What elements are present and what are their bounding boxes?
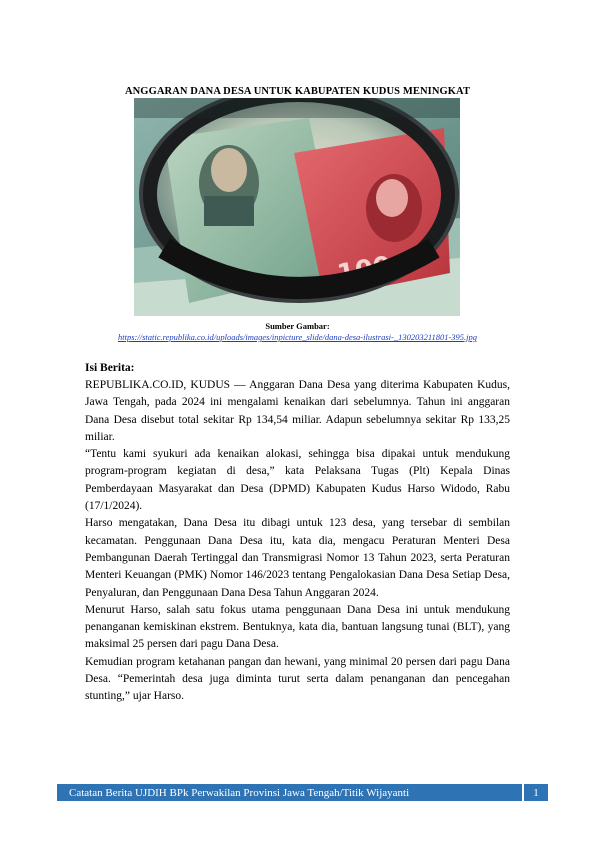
document-title: ANGGARAN DANA DESA UNTUK KABUPATEN KUDUS MENINGKAT xyxy=(124,86,471,97)
article-body xyxy=(85,377,510,706)
svg-text:100: 100 xyxy=(335,250,394,290)
image-caption-label: Sumber Gambar: xyxy=(265,321,330,331)
article-paragraph: “Tentu kami syukuri ada kenaikan alokasi, sehingga bisa dipakai untuk mendukung program-program kegiatan di desa,” kata Pelaksana Tugas (Plt) Kepala Dinas Pemberdayaan Masyarakat dan Desa (DPMD) Kabupaten Kudus Harso Widodo, Rabu (17/1/2024). xyxy=(85,448,510,513)
page-number: 1 xyxy=(533,786,539,799)
article-paragraph: Harso mengatakan, Dana Desa itu dibagi untuk 123 desa, yang tersebar di sembilan kecamatan. Penggunaan Dana Desa itu, kata dia, mengacu Peraturan Menteri Desa Pembangunan Daerah Tertinggal dan Transmigrasi Nomor 13 Tahun 2023, serta Peraturan Menteri Keuangan (PMK) Nomor 146/2023 tentang Pengalokasian Dana Desa Setiap Desa, Penyaluran, dan Penggunaan Dana Desa Tahun Anggaran 2024. xyxy=(85,517,510,599)
article-paragraph: Menurut Harso, salah satu fokus utama penggunaan Dana Desa ini untuk mendukung penanganan kemiskinan ekstrem. Bentuknya, kata dia, bantuan langsung tunai (BLT), yang maksimal 25 persen dari pagu Dana Desa. xyxy=(85,603,510,651)
news-photo xyxy=(134,98,460,316)
section-heading: Isi Berita: xyxy=(85,362,135,374)
footer-text: Catatan Berita UJDIH BPk Perwakilan Provinsi Jawa Tengah/Titik Wijayanti xyxy=(69,786,410,799)
article-paragraph: Kemudian program ketahanan pangan dan hewani, yang minimal 20 persen dari pagu Dana Desa. “Pemerintah desa juga diminta turut serta dalam penanganan dan pencegahan stunting,” ujar Harso. xyxy=(85,655,510,703)
image-source-link[interactable]: https://static.republika.co.id/uploads/images/inpicture_slide/dana-desa-ilustrasi-_130203211801-395.jpg xyxy=(117,332,478,342)
page-footer xyxy=(57,784,548,801)
article-paragraph: REPUBLIKA.CO.ID, KUDUS — Anggaran Dana Desa yang diterima Kabupaten Kudus, Jawa Tengah, pada 2024 ini mengalami kenaikan dari sebelumnya. Tahun ini anggaran Dana Desa disebut total sekitar Rp 134,54 miliar. Adapun sebelumnya sekitar Rp 133,25 miliar. xyxy=(85,379,510,443)
